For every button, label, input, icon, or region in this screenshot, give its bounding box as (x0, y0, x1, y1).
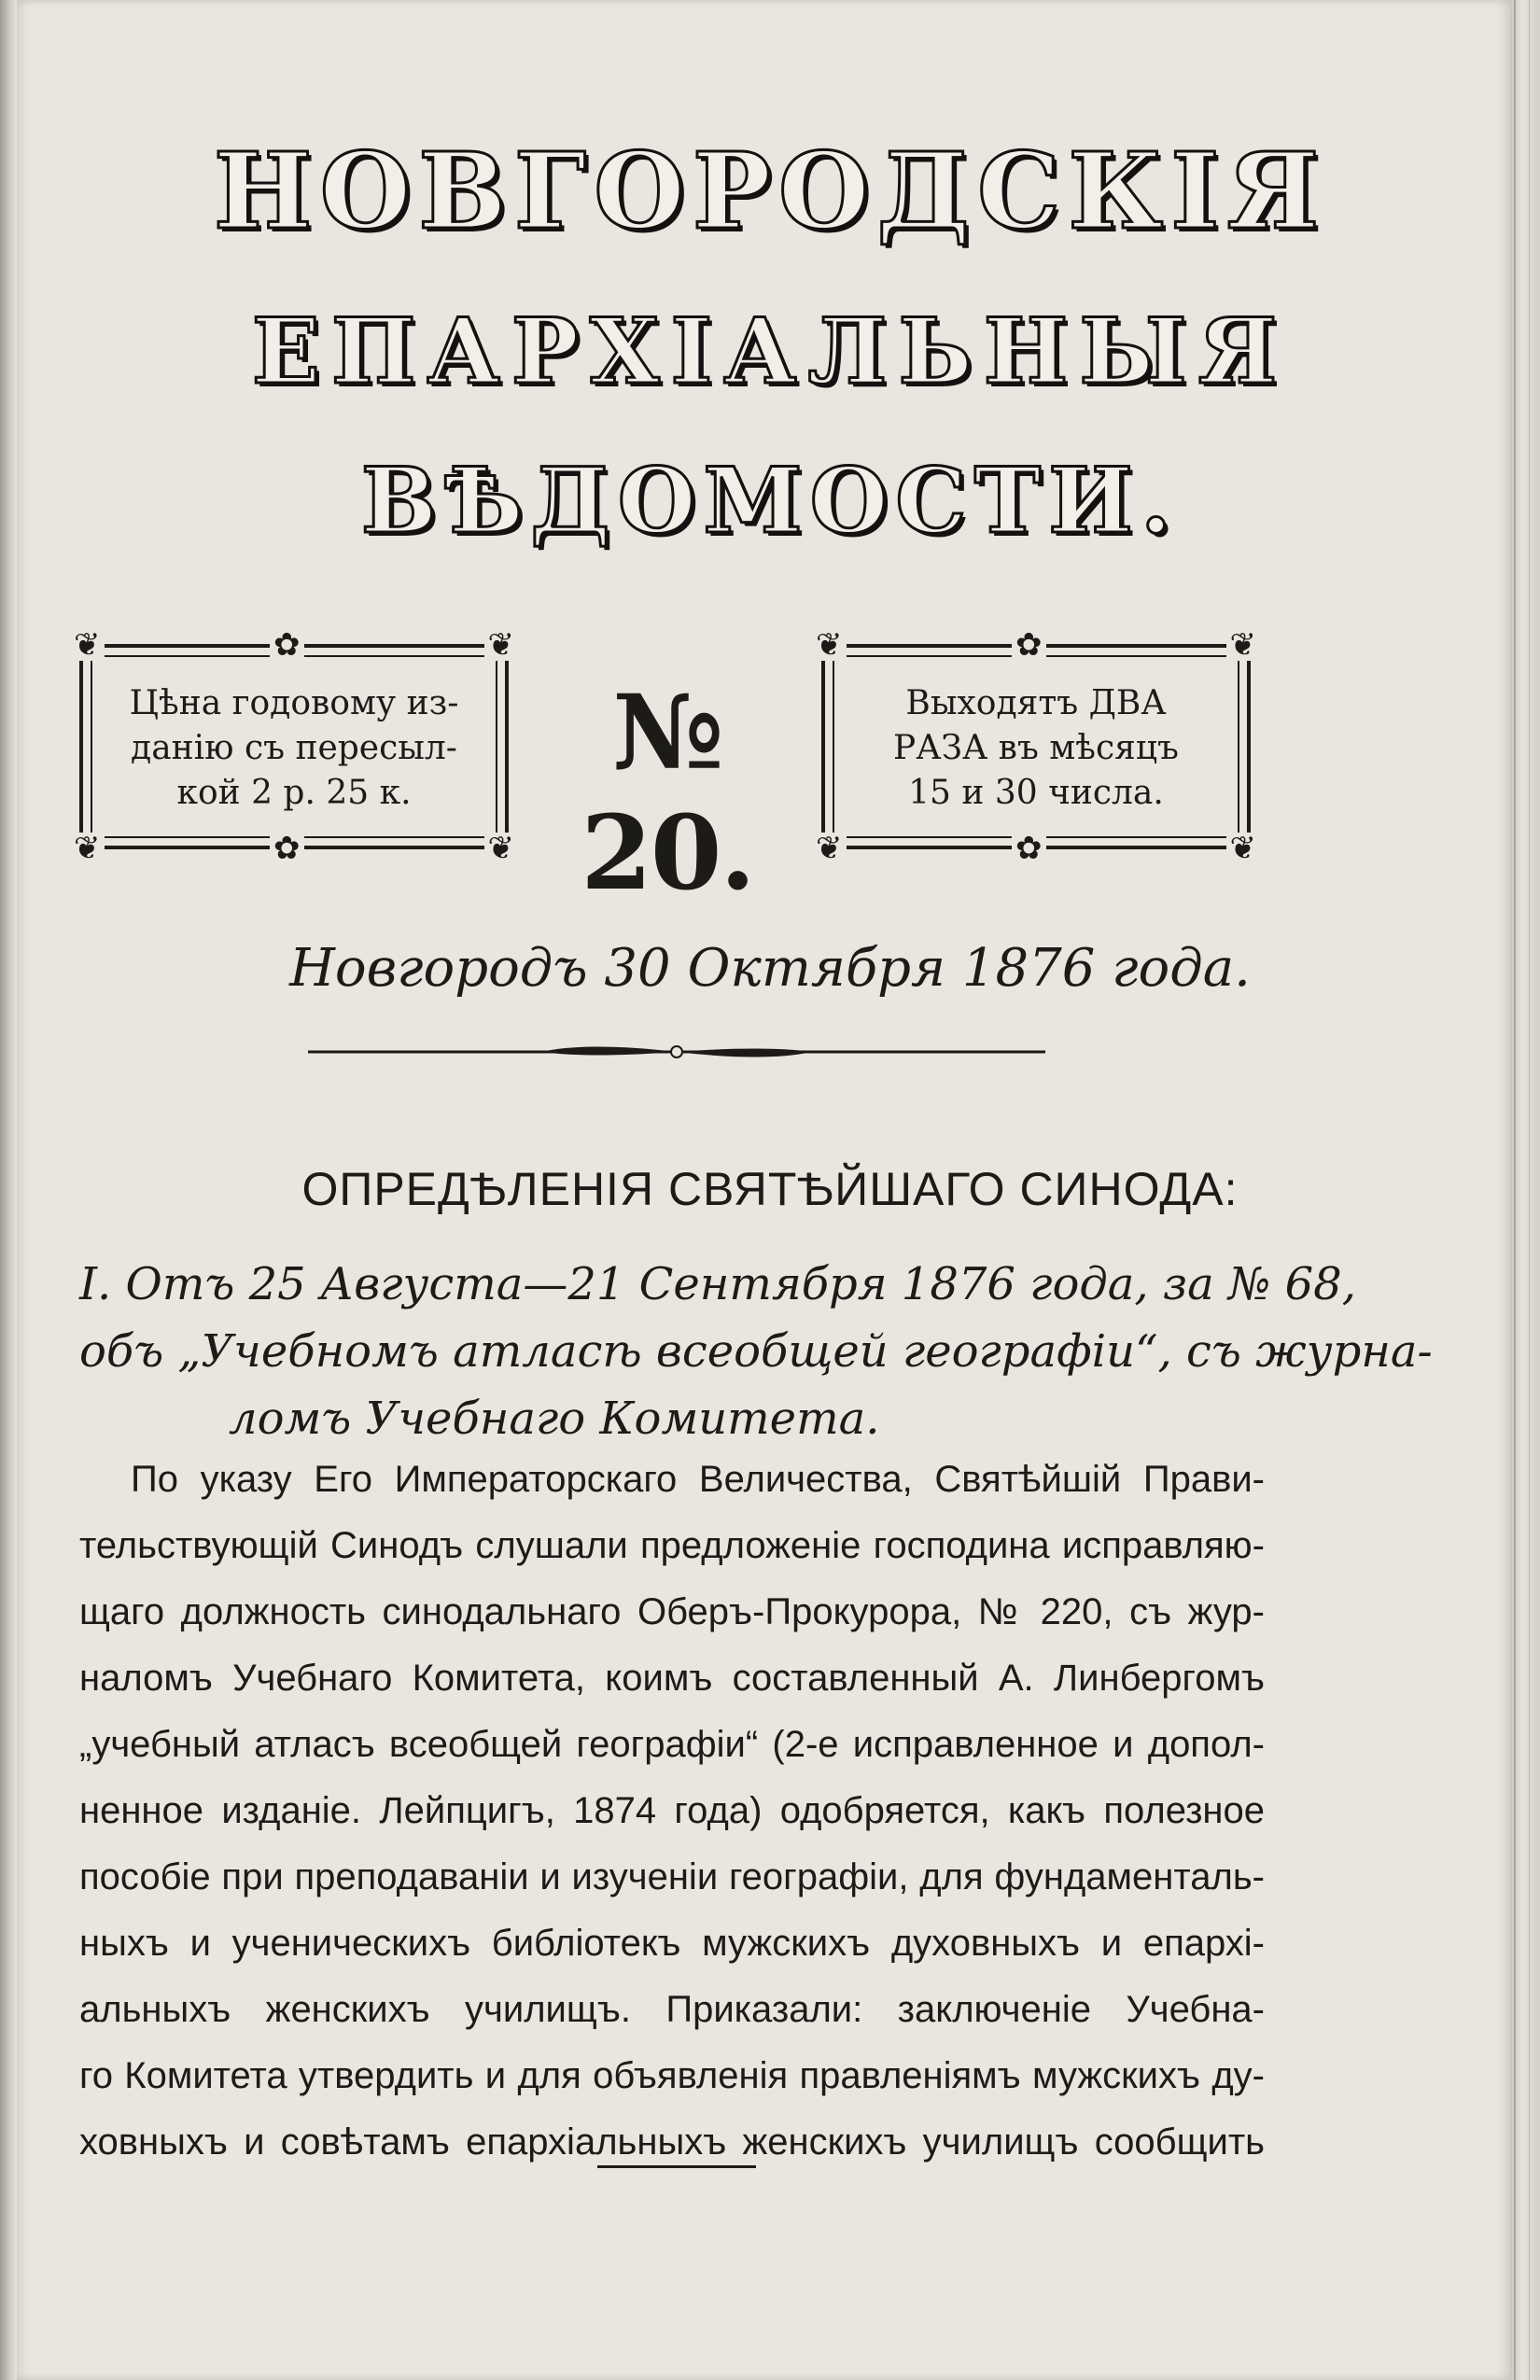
corner-ornament-icon: ❦ (812, 629, 847, 661)
subheading-line: объ „Учебномъ атласѣ всеобщей географіи“, съ журна- (79, 1325, 1433, 1378)
section-heading: ОПРЕДѢЛЕНІЯ СВЯТѢЙШАГО СИНОДА: (301, 1163, 1239, 1215)
body-line: го Комитета утвердить и для объявленія правленіямъ мужскихъ ду- (79, 2055, 1265, 2096)
body-line: пособіе при преподаваніи и изученіи географіи, для фундаменталь- (79, 1856, 1265, 1897)
decree-body (79, 1447, 1265, 2176)
body-line: „учебный атласъ всеобщей географіи“ (2-е исправленное и допол- (79, 1724, 1265, 1765)
corner-ornament-icon: ❦ (70, 833, 105, 864)
masthead-line-1: НОВГОРОДСКІЯ (213, 131, 1327, 253)
bottom-ornament-icon: ✿ (270, 833, 304, 864)
body-line: щаго должность синодальнаго Оберъ-Прокурора, № 220, съ жур- (79, 1591, 1265, 1632)
price-box (74, 626, 514, 867)
corner-ornament-icon: ❦ (484, 629, 519, 661)
corner-ornament-icon: ❦ (484, 833, 519, 864)
top-ornament-icon: ✿ (1012, 629, 1046, 661)
corner-ornament-icon: ❦ (1226, 629, 1261, 661)
body-line: ненное изданіе. Лейпцигъ, 1874 года) одобряется, какъ полезное (79, 1790, 1265, 1831)
closing-rule (597, 2165, 756, 2168)
body-line: тельствующій Синодъ слушали предложеніе господина исправляю- (79, 1525, 1265, 1566)
masthead-line-2: ЕПАРХІАЛЬНЫЯ (251, 299, 1289, 404)
price-line: кой 2 р. 25 к. (176, 774, 412, 812)
corner-ornament-icon: ❦ (1226, 833, 1261, 864)
frequency-line: 15 и 30 числа. (908, 774, 1164, 812)
frequency-line: Выходятъ ДВА (905, 684, 1167, 722)
frequency-line: РАЗА въ мѣсяцъ (893, 729, 1179, 767)
bottom-ornament-icon: ✿ (1012, 833, 1046, 864)
body-line: ныхъ и ученическихъ библіотекъ мужскихъ духовныхъ и епархі- (79, 1923, 1265, 1964)
subheading-line: ломъ Учебнаго Комитета. (229, 1393, 880, 1445)
body-line: ховныхъ и совѣтамъ епархіальныхъ женскихъ училищъ сообщить (79, 2121, 1265, 2163)
body-line: наломъ Учебнаго Комитета, коимъ составленный А. Линбергомъ (79, 1658, 1265, 1699)
price-line: Цѣна годовому из- (129, 684, 459, 722)
issue-number: № 20. (581, 672, 754, 913)
corner-ornament-icon: ❦ (812, 833, 847, 864)
body-line: По указу Его Императорскаго Величества, Святѣйшій Прави- (131, 1459, 1265, 1500)
top-ornament-icon: ✿ (270, 629, 304, 661)
corner-ornament-icon: ❦ (70, 629, 105, 661)
decree-subheading (79, 1251, 1433, 1452)
ornamental-divider (308, 1043, 1045, 1060)
price-line: данію съ пересыл- (131, 729, 457, 767)
masthead-line-3: ВѢДОМОСТИ. (360, 448, 1180, 553)
frequency-box (816, 626, 1256, 867)
subheading-line: I. Отъ 25 Августа—21 Сентября 1876 года, за № 68, (79, 1258, 1356, 1310)
dateline: Новгородъ 30 Октября 1876 года. (289, 938, 1251, 999)
body-line: альныхъ женскихъ училищъ. Приказали: заключеніе Учебна- (79, 1989, 1265, 2030)
